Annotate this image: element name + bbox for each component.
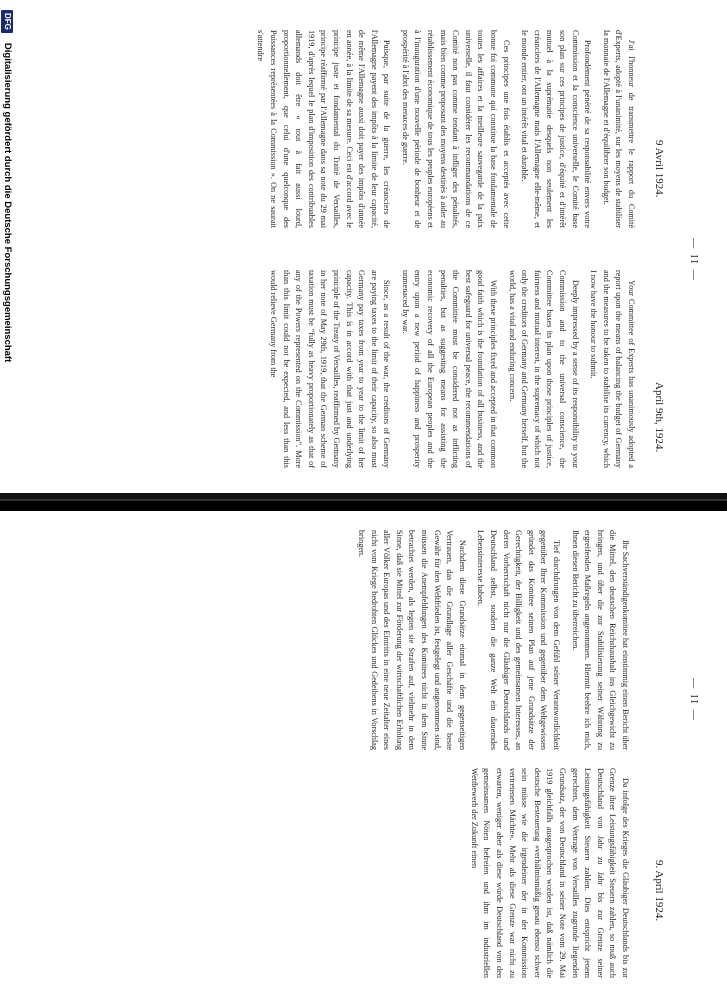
book-fold-shadow — [0, 493, 727, 511]
paragraph: Ces principes une fois établis et acceptés avec cette bonne foi commune qui constitue la base fondamentale de toutes les affaires et la meilleure sauvegarde de la paix universelle, il faut considérer les recommandations de ce Comité non pas comme tendant à infliger des pénalités, mais bien comme proposant des moyens destinés à aider au rétablissement économique de tous les peuples européens et à l'inauguration d'une nouvelle période de bonheur et de prospérité à l'abri des menaces de guerre. — [400, 30, 511, 228]
english-date: April 9th, 1924. — [653, 382, 665, 453]
german-column-1 — [349, 530, 631, 750]
dfg-logo: DFG — [1, 10, 13, 33]
paragraph: Puisque, par suite de la guerre, les créanciers de l'Allemagne payent des impôts à la limite de leur capacité, de même l'Allemagne aussi doit payer des impôts d'année en année, à la limite de sa mesure. Ceci est d'accord avec le principe juste et fondamental du Traité de Versailles, principe réaffirmé par l'Allemagne dans sa note du 29 mai 1919, d'après lequel le plan d'imposition des contribuables allemands doit être « tout à fait aussi lourd, proportionnellement, que celui d'une quelconque des Puissances représentées à la Commission ». On ne saurait s'attendre — [256, 30, 392, 228]
paragraph: Your Committee of Experts has unanimously adopted a report upon the means of balancing the budget of Germany and the measures to be taken to stabilise its currency, which I now have the honour to submit. — [589, 270, 636, 468]
digitization-notice: Digitalisierung gefördert durch die Deutsche Forschungsgemeinschaft — [2, 42, 13, 363]
german-date: 9. April 1924. — [653, 860, 665, 922]
paragraph: Profondément pénétré de sa responsabilité envers votre Commission et la conscience universelle, le Comité base son plan sur ces principes de justice, d'équité et d'intérêt mutuel à la suprématie desquels non seulement les créanciers de l'Allemagne mais l'Allemagne elle-même, et le monde entier, ont un intérêt vital et durable. — [520, 30, 593, 228]
paragraph: Since, as a result of the war, the creditors of Germany are paying taxes to the limit of their capacity, so also must Germany pay taxes from year to year to the limit of her capacity. This is in accord with that just and underlying principle of the Treaty of Versailles, reaffirmed by Germany in her note of May 29th, 1919, that the German scheme of taxation must be “fully as heavy proportionately as that of any of the Powers represented on the Commission”. More than this limit could not be expected, and less than this would relieve Germany from the — [268, 270, 392, 468]
right-page — [0, 520, 727, 1000]
german-column-2 — [461, 768, 631, 978]
right-page-number: — II — — [688, 678, 699, 722]
left-page-number: — II — — [688, 238, 699, 282]
english-column — [260, 270, 637, 468]
paragraph: Ihr Sachverständigenkomitee hat einstimmig einen Bericht über die Mittel, den deutschen Reichshaushalt ins Gleichgewicht zu bringen, und über die zur Stabilisierung seiner Währung zu ergreifenden Maßregeln angenommen. Hiermit beehre ich mich, Ihnen diesen Bericht zu überreichen. — [570, 530, 630, 750]
paragraph: With these principles fixed and accepted in that common good faith which is the foundation of all business, and the best safeguard for universal peace, the recommendations of the Committee must be considered not as inflicting penalties, but as suggesting means for assisting the economic recovery of all the European peoples and the entry upon a new period of happiness and prosperity unmenaced by war. — [400, 270, 499, 468]
paragraph: Da infolge des Krieges die Gläubiger Deutschlands bis zur Grenze ihrer Leistungsfähigkeit Steuern zahlen, so muß auch Deutschland von Jahr zu Jahr bis zur Grenze seiner Leistungsfähigkeit Steuern zahlen. Dies entspricht jenem gerechten, dem Vertrage von Versailles zugrunde liegenden Grundsatz, der von Deutschland in seiner Note vom 29. Mai 1919 gleichfalls ausgesprochen worden ist, daß nämlich die deutsche Besteuerung »verhältnismäßig genau ebenso schwer sein müsse wie die irgendeiner der in der Kommission vertretenen Mächte«. Mehr als diese Grenze war nicht zu erwarten, weniger aber als diese würde Deutschland von den gemeinsamen Nöten befreien und ihm im industriellen Wettbewerb der Zukunft einen — [469, 768, 630, 978]
left-page — [0, 20, 727, 500]
paragraph: J'ai l'honneur de transmettre le rapport du Comité d'Experts, adopté à l'unanimité, sur les moyens de stabiliser la monnaie de l'Allemagne et d'équilibrer son budget. — [601, 30, 636, 228]
paragraph: Tief durchdrungen von dem Gefühl seiner Verantwortlichkeit gegenüber Ihrer Kommission und gegenüber dem Weltgewissen gründet das Komitee seinen Plan auf jene Grundsätze der Gerechtigkeit, der Billigkeit und des gemeinsamen Interesses, an deren Vorherrschaft nicht nur die Gläubiger Deutschlands und Deutschland selbst, sondern die ganze Welt ein dauerndes Lebensinteresse haben. — [476, 530, 562, 750]
french-date: 9 Avril 1924. — [653, 140, 665, 198]
french-column — [248, 30, 637, 228]
paragraph: Nachdem diese Grundsätze einmal in dem gegenseitigen Vertrauen, das die Grundlage aller Geschäfte und die beste Gewähr für den Weltfrieden ist, festgelegt und angenommen sind, müssen die Anempfehlungen des Komitees nicht in dem Sinne betrachtet werden, als legten sie Strafen auf, vielmehr in dem Sinne, daß sie Mittel zur Förderung der wirtschaftlichen Erholung aller Völker Europas und des Eintritts in eine neue Zeitalter eines nicht vom Kriege bedrohten Glückes und Gedeihens in Vorschlag bringen. — [357, 530, 467, 750]
paragraph: Deeply impressed by a sense of its responsibility to your Commission and to the universal conscience, the Committee bases its plan upon those principles of justice, fairness and mutual interest, in the supremacy of which not only the creditors of Germany and Germany herself, but the world, has a vital and enduring concern. — [507, 270, 580, 468]
